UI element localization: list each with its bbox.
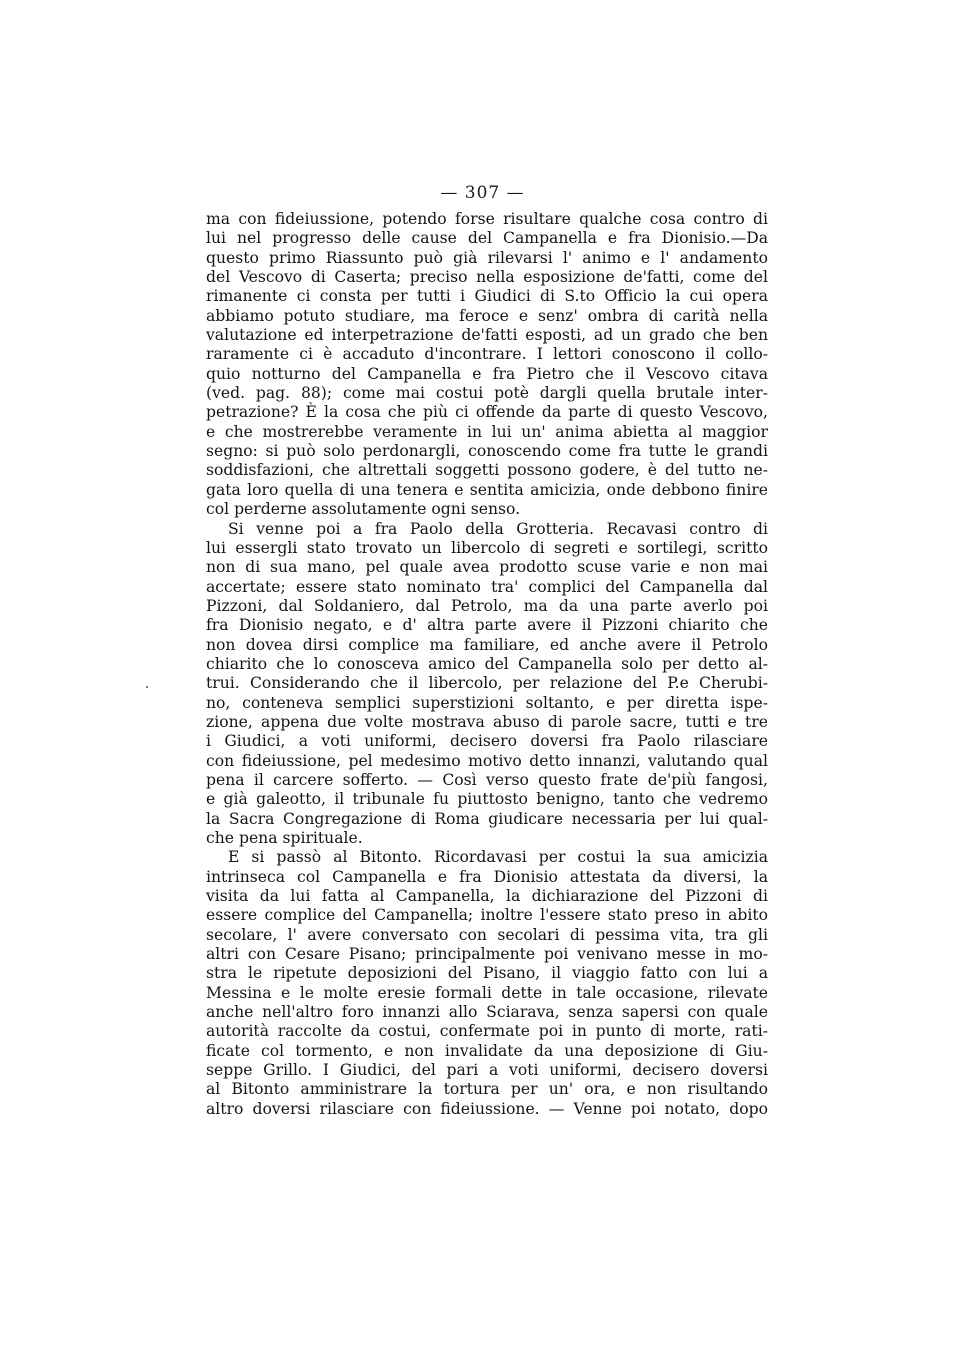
- text-line: pena il carcere sofferto. — Così verso questo frate de'più fangosi,: [206, 770, 768, 789]
- text-line: i Giudici, a voti uniformi, decisero doversi fra Paolo rilasciare: [206, 732, 768, 751]
- text-line: altri con Cesare Pisano; principalmente poi venivano messe in mo-: [206, 945, 768, 964]
- text-line: chiarito che lo conosceva amico del Campanella solo per detto al-: [206, 654, 768, 673]
- text-line: seppe Grillo. I Giudici, del pari a voti uniformi, decisero doversi: [206, 1061, 768, 1080]
- text-line: la Sacra Congregazione di Roma giudicare necessaria per lui qual-: [206, 809, 768, 828]
- text-line: accertate; essere stato nominato tra' complici del Campanella dal: [206, 577, 768, 596]
- text-line: Messina e le molte eresie formali dette in tale occasione, rilevate: [206, 983, 768, 1002]
- text-line: raramente ci è accaduto d'incontrare. I lettori conoscono il collo-: [206, 345, 768, 364]
- text-line: petrazione? È la cosa che più ci offende da parte di questo Vescovo,: [206, 403, 768, 422]
- text-line: zione, appena due volte mostrava abuso di parole sacre, tutti e tre: [206, 712, 768, 731]
- text-line: non dovea dirsi complice ma familiare, ed anche avere il Petrolo: [206, 635, 768, 654]
- text-line: con fideiussione, pel medesimo motivo detto innanzi, valutando qual: [206, 751, 768, 770]
- text-line: quio notturno del Campanella e fra Pietro che il Vescovo citava: [206, 364, 768, 383]
- text-line: non di sua mano, pel quale avea prodotto scuse varie e non mai: [206, 558, 768, 577]
- text-line: al Bitonto amministrare la tortura per un' ora, e non risultando: [206, 1080, 768, 1099]
- text-line: rimanente ci consta per tutti i Giudici di S.to Officio la cui opera: [206, 287, 768, 306]
- text-line: che pena spirituale.: [206, 829, 363, 847]
- text-line: segno: si può solo perdonargli, conoscendo come fra tutte le grandi: [206, 442, 768, 461]
- text-line: (ved. pag. 88); come mai costui potè dargli quella brutale inter-: [206, 384, 768, 403]
- text-line: e già galeotto, il tribunale fu piuttosto benigno, tanto che vedremo: [206, 790, 768, 809]
- text-line: essere complice del Campanella; inoltre l'essere stato preso in abito: [206, 906, 768, 925]
- text-line: stra le ripetute deposizioni del Pisano, il viaggio fatto con lui a: [206, 964, 768, 983]
- text-line: gata loro quella di una tenera e sentita amicizia, onde debbono finire: [206, 480, 768, 499]
- text-line: fra Dionisio negato, e d' altra parte avere il Pizzoni chiarito che: [206, 616, 768, 635]
- text-line: e che mostrerebbe veramente in lui un' anima abietta al maggior: [206, 422, 768, 441]
- text-line: valutazione ed interpetrazione de'fatti esposti, ad un grado che ben: [206, 326, 768, 345]
- text-line: del Vescovo di Caserta; preciso nella esposizione de'fatti, come del: [206, 268, 768, 287]
- text-line: Pizzoni, dal Soldaniero, dal Petrolo, ma da una parte averlo poi: [206, 596, 768, 615]
- text-line: questo primo Riassunto può già rilevarsi l' animo e l' andamento: [206, 248, 768, 267]
- text-line: col perderne assolutamente ogni senso.: [206, 500, 521, 519]
- text-line: no, conteneva semplici superstizioni soltanto, e per diretta ispe-: [206, 693, 768, 712]
- text-line: lui essergli stato trovato un libercolo di segreti e sortilegi, scritto: [206, 538, 768, 557]
- text-line: visita da lui fatta al Campanella, la dichiarazione del Pizzoni di: [206, 887, 768, 906]
- text-line: secolare, l' avere conversato con secolari di pessima vita, tra gli: [206, 925, 768, 944]
- text-line: soddisfazioni, che altrettali soggetti possono godere, è del tutto ne-: [206, 461, 768, 480]
- text-line: Si venne poi a fra Paolo della Grotteria. Recavasi contro di: [228, 519, 768, 538]
- text-line: ma con fideiussione, potendo forse risultare qualche cosa contro di: [206, 210, 768, 228]
- text-line: altro doversi rilasciare con fideiussione. — Venne poi notato, dopo: [206, 1099, 768, 1118]
- page-number: — 307 —: [440, 183, 525, 203]
- text-line: intrinseca col Campanella e fra Dionisio attestata da diversi, la: [206, 867, 768, 886]
- text-line: abbiamo potuto studiare, ma feroce e senz' ombra di carità nella: [206, 306, 768, 325]
- body-text: [206, 210, 768, 1119]
- text-line: trui. Considerando che il libercolo, per relazione del P.e Cherubi-: [206, 674, 768, 693]
- text-line: E si passò al Bitonto. Ricordavasi per costui la sua amicizia: [228, 848, 768, 867]
- margin-mark: [146, 686, 148, 688]
- text-line: autorità raccolte da costui, confermate poi in punto di morte, rati-: [206, 1022, 768, 1041]
- text-line: lui nel progresso delle cause del Campanella e fra Dionisio.—Da: [206, 229, 768, 248]
- text-line: ficate col tormento, e non invalidate da una deposizione di Giu-: [206, 1041, 768, 1060]
- text-line: anche nell'altro foro innanzi allo Sciarava, senza sapersi con quale: [206, 1003, 768, 1022]
